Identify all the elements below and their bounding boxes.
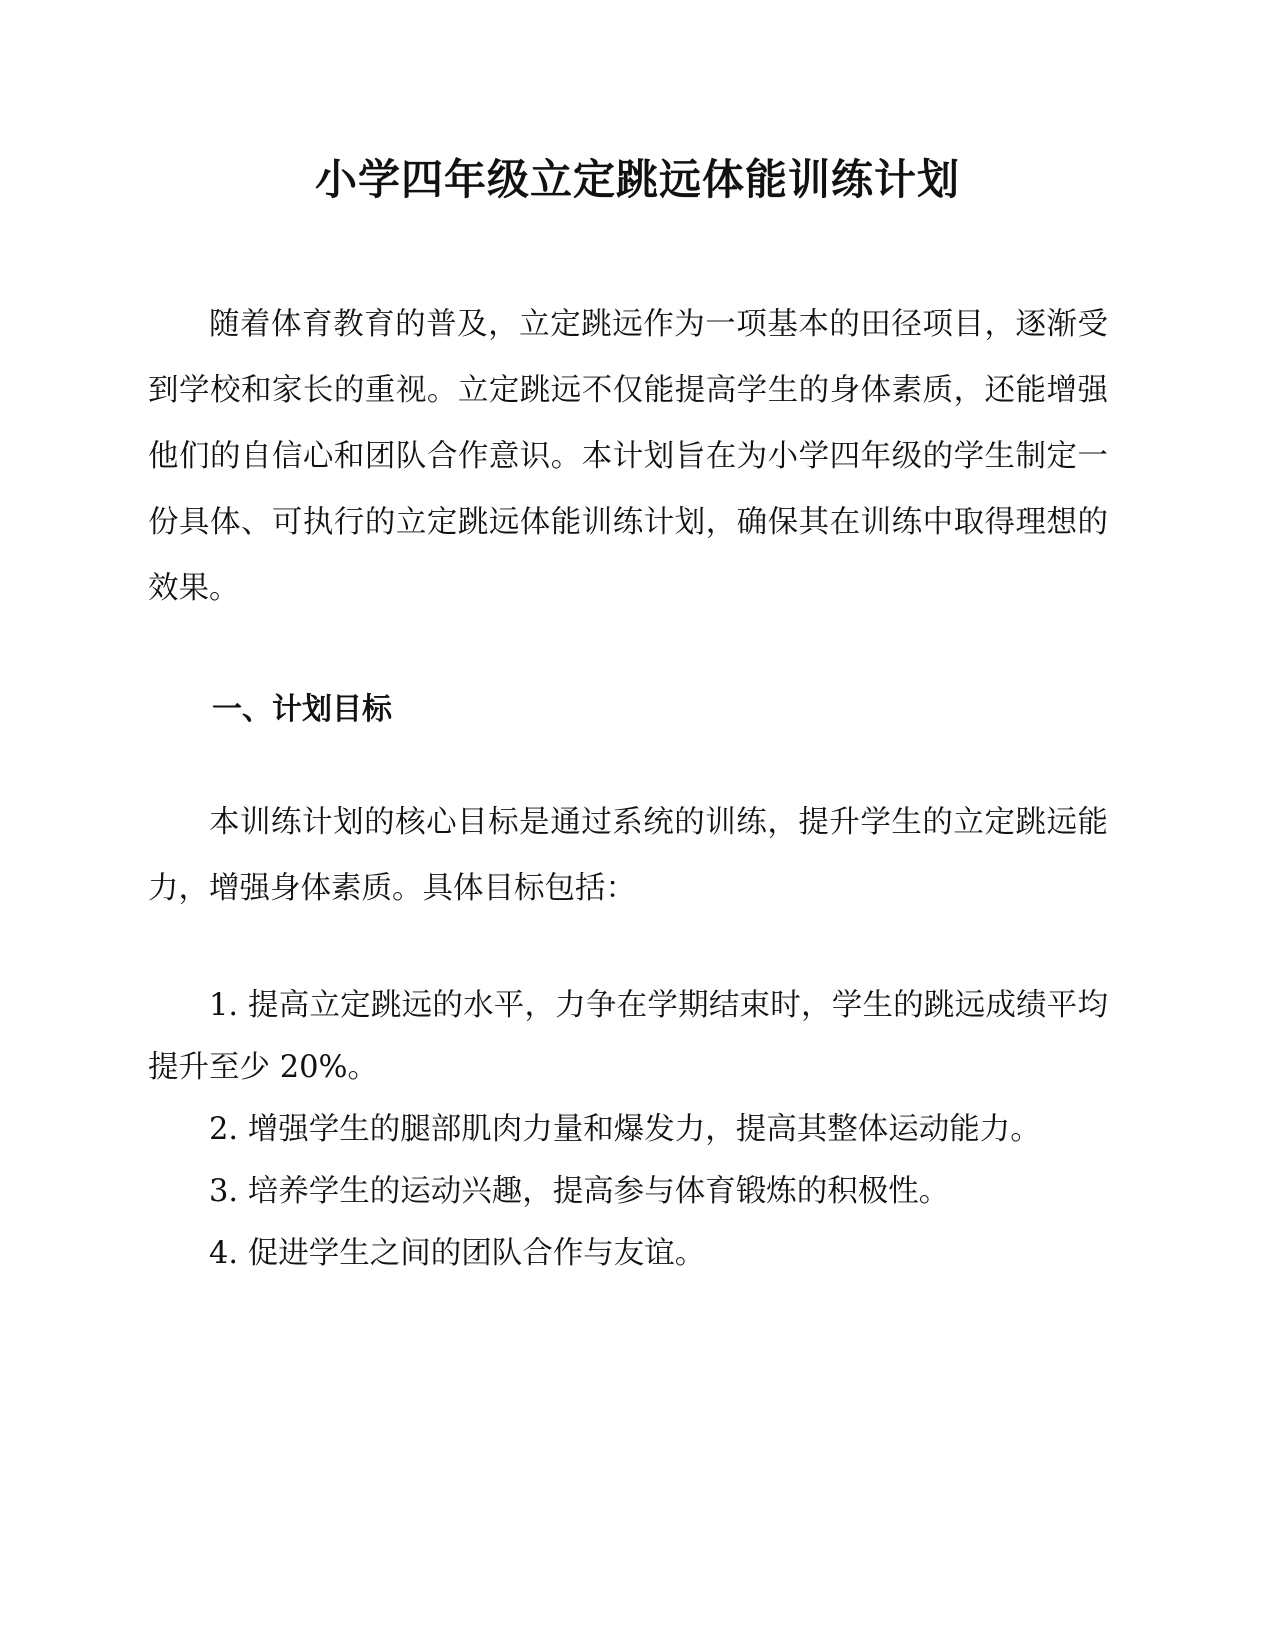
list-item: 3. 培养学生的运动兴趣，提高参与体育锻炼的积极性。 bbox=[209, 1174, 950, 1209]
document-title: 小学四年级立定跳远体能训练计划 bbox=[314, 155, 960, 204]
section-heading-goals: 一、计划目标 bbox=[212, 692, 392, 727]
list-item: 1. 提高立定跳远的水平，力争在学期结束时，学生的跳远成绩平均提升至少 20%。 bbox=[148, 988, 1108, 1085]
list-item: 4. 促进学生之间的团队合作与友谊。 bbox=[209, 1236, 706, 1271]
goals-list bbox=[148, 975, 1108, 1285]
intro-paragraph: 随着体育教育的普及，立定跳远作为一项基本的田径项目，逐渐受到学校和家长的重视。立定跳远不仅能提高学生的身体素质，还能增强他们的自信心和团队合作意识。本计划旨在为小学四年级的学生制定一份具体、可执行的立定跳远体能训练计划，确保其在训练中取得理想的效果。 bbox=[148, 307, 1108, 606]
list-item: 2. 增强学生的腿部肌肉力量和爆发力，提高其整体运动能力。 bbox=[209, 1112, 1041, 1147]
goals-paragraph: 本训练计划的核心目标是通过系统的训练，提升学生的立定跳远能力，增强身体素质。具体目标包括： bbox=[148, 805, 1108, 906]
